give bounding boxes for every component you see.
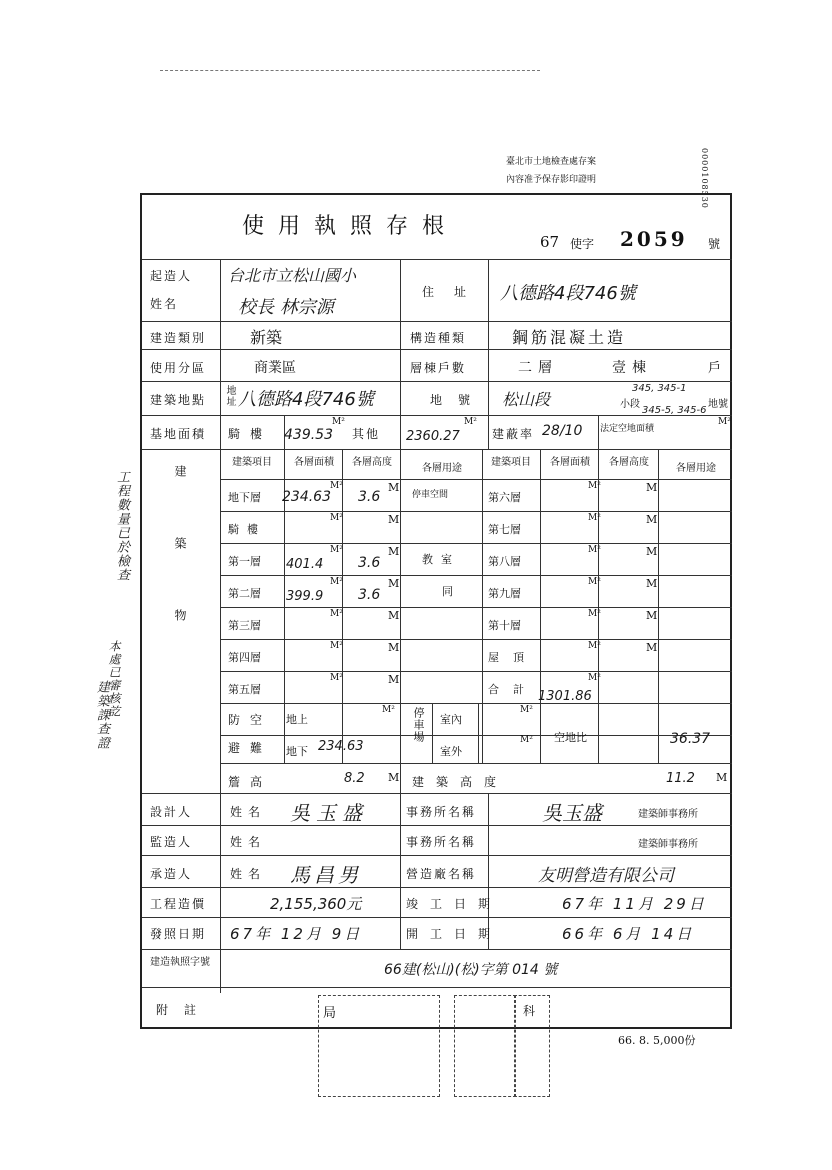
floor-name: 合計 xyxy=(488,683,538,696)
other-value: 2360.27 xyxy=(406,429,460,444)
floor-area: 401.4 xyxy=(286,557,324,572)
col-item-left: 建築項目 xyxy=(232,457,272,468)
legal-open-label: 法定空地面積 xyxy=(600,424,655,434)
builder-name-2: 校長 林宗源 xyxy=(238,297,334,318)
cost-value: 2,155,360元 xyxy=(270,895,362,913)
shelter-above-label: 地上 xyxy=(286,713,308,726)
designer-label: 設計人 xyxy=(150,805,193,819)
area-label: 基地面積 xyxy=(150,427,207,441)
m2-unit: M² xyxy=(330,481,343,491)
households-value: 戶 xyxy=(708,361,722,376)
stamp-left-char: 局 xyxy=(323,1006,337,1021)
m-unit: M xyxy=(646,577,658,590)
structure-side-label: 建築物 xyxy=(173,465,187,681)
site-prefix: 地址 xyxy=(224,385,235,407)
floor-name: 第五層 xyxy=(228,683,261,696)
m2-unit: M² xyxy=(588,609,601,619)
floor-name: 第七層 xyxy=(488,523,521,536)
floor-name: 第八層 xyxy=(488,555,521,568)
completion-value: 67年 11月 29日 xyxy=(562,895,707,913)
cost-label: 工程造價 xyxy=(150,897,207,911)
open-space-value: 36.37 xyxy=(670,731,711,747)
start-date-value: 66年 6月 14日 xyxy=(562,925,695,943)
margin-note-mid: 本處已審核訖 xyxy=(107,640,121,718)
stamp-right-char: 科 xyxy=(523,1004,536,1018)
m-unit: M xyxy=(388,577,400,590)
shelter-label-2: 避難 xyxy=(228,741,273,755)
address-label: 住址 xyxy=(422,285,487,299)
m2-unit: M² xyxy=(588,481,601,491)
parking-label: 停車場 xyxy=(412,707,425,743)
floor-name: 騎樓 xyxy=(228,523,266,536)
arcade-label: 騎樓 xyxy=(228,427,273,441)
archive-stamp-line1: 臺北市土地檢查處存案 xyxy=(506,157,597,167)
col-height-left: 各層高度 xyxy=(352,457,392,468)
zone-value: 商業區 xyxy=(254,360,296,376)
col-use-left: 各層用途 xyxy=(422,463,462,474)
floor-name: 第四層 xyxy=(228,651,261,664)
builder-name-1: 台北市立松山國小 xyxy=(228,266,357,285)
col-area-left: 各層面積 xyxy=(294,457,334,468)
completion-label: 竣工日期 xyxy=(406,897,503,911)
approval-stamp-mid xyxy=(454,995,516,1097)
building-height-label: 建築高度 xyxy=(412,775,509,789)
m-unit: M xyxy=(388,641,400,654)
form-title: 使用執照存根 xyxy=(242,214,459,239)
site-value: 八德路4段746號 xyxy=(238,389,374,410)
floor-height: 3.6 xyxy=(358,555,381,571)
supervisor-office-suffix: 建築師事務所 xyxy=(638,839,698,850)
supervisor-name-label: 姓名 xyxy=(230,835,267,849)
permit-year: 67 xyxy=(540,233,560,251)
coverage-label: 建蔽率 xyxy=(492,427,535,441)
top-smudge xyxy=(160,70,540,71)
m2-unit: M² xyxy=(718,417,731,427)
shelter-label-1: 防空 xyxy=(228,713,273,727)
open-space-label: 空地比 xyxy=(554,731,587,744)
m2-unit: M² xyxy=(588,673,601,683)
designer-office-suffix: 建築師事務所 xyxy=(638,809,698,820)
floor-name: 第十層 xyxy=(488,619,521,632)
floors-value: 二層 xyxy=(518,360,558,376)
floor-use: 教室 xyxy=(422,553,460,566)
m-unit: M xyxy=(388,513,400,526)
lot-label: 地號 xyxy=(430,393,487,407)
permit-word: 使字 xyxy=(570,237,595,251)
m2-unit: M² xyxy=(330,673,343,683)
supervisor-office-label: 事務所名稱 xyxy=(406,835,477,849)
builder-name-label: 姓名 xyxy=(150,297,179,311)
lot-numbers-1: 345, 345-1 xyxy=(632,383,687,394)
m-unit: M xyxy=(388,771,400,784)
m2-unit: M² xyxy=(330,577,343,587)
zone-label: 使用分區 xyxy=(150,361,207,375)
eave-label: 簷高 xyxy=(228,775,273,789)
issue-date-label: 發照日期 xyxy=(150,927,207,941)
contractor-name: 馬昌男 xyxy=(290,863,362,887)
buildings-value: 壹棟 xyxy=(612,360,652,376)
m-unit: M xyxy=(646,609,658,622)
lot-sub-label: 小段 xyxy=(620,399,640,410)
m2-unit: M² xyxy=(330,545,343,555)
m-unit: M xyxy=(646,481,658,494)
construction-permit-value: 66建(松山)(松)字第 014 號 xyxy=(384,962,558,978)
floors-label: 層棟戶數 xyxy=(410,361,467,375)
builder-label: 起造人 xyxy=(150,269,193,283)
m2-unit: M² xyxy=(382,705,395,715)
arcade-area-value: 439.53 xyxy=(284,427,333,443)
note-label: 附註 xyxy=(156,1003,213,1017)
m2-unit: M² xyxy=(330,609,343,619)
m2-unit: M² xyxy=(330,641,343,651)
parking-outdoor-label: 室外 xyxy=(440,745,462,758)
lot-numbers-2: 345-5, 345-6 xyxy=(642,405,707,416)
m2-unit: M² xyxy=(520,735,533,745)
approval-stamp-right xyxy=(514,995,550,1097)
contractor-firm-label: 營造廠名稱 xyxy=(406,867,477,881)
parking-indoor-label: 室內 xyxy=(440,713,462,726)
coverage-value: 28/10 xyxy=(542,423,583,439)
approval-stamp-left xyxy=(318,995,440,1097)
lot-section: 松山段 xyxy=(502,390,551,409)
other-label: 其他 xyxy=(352,427,381,441)
m2-unit: M² xyxy=(588,641,601,651)
m2-unit: M² xyxy=(332,417,345,427)
floor-name: 第六層 xyxy=(488,491,521,504)
floor-height: 3.6 xyxy=(358,489,381,505)
shelter-below-label: 地下 xyxy=(286,745,308,758)
m-unit: M xyxy=(646,513,658,526)
permit-stub-form xyxy=(140,193,732,1029)
m-unit: M xyxy=(646,545,658,558)
supervisor-label: 監造人 xyxy=(150,835,193,849)
floor-area: 234.63 xyxy=(282,489,331,505)
m2-unit: M² xyxy=(464,417,477,427)
margin-note-2: 建築課查證 xyxy=(94,680,109,750)
m2-unit: M² xyxy=(588,577,601,587)
structure-label: 構造種類 xyxy=(410,331,467,345)
shelter-below-value: 234.63 xyxy=(318,739,364,754)
building-height-value: 11.2 xyxy=(666,771,695,786)
structure-value: 鋼筋混凝土造 xyxy=(512,328,627,347)
construction-permit-label: 建造執照字號 xyxy=(150,957,210,968)
designer-name: 吳玉盛 xyxy=(290,801,368,825)
margin-note-1: 工程數量已於檢查 xyxy=(114,470,129,582)
start-date-label: 開工日期 xyxy=(406,927,503,941)
col-item-right: 建築項目 xyxy=(491,457,531,468)
col-height-right: 各層高度 xyxy=(609,457,649,468)
m-unit: M xyxy=(388,609,400,622)
permit-number-suffix: 號 xyxy=(708,237,721,251)
designer-name-label: 姓名 xyxy=(230,805,267,819)
m2-unit: M² xyxy=(520,705,533,715)
floor-name: 第一層 xyxy=(228,555,261,568)
category-label: 建造類別 xyxy=(150,331,207,345)
designer-office-label: 事務所名稱 xyxy=(406,805,477,819)
print-info: 66. 8. 5,000份 xyxy=(618,1034,696,1047)
floor-use: 同 xyxy=(442,585,453,598)
site-label: 建築地點 xyxy=(150,393,207,407)
total-area: 1301.86 xyxy=(538,689,592,704)
floor-name: 第九層 xyxy=(488,587,521,600)
m-unit: M xyxy=(716,771,728,784)
m-unit: M xyxy=(646,641,658,654)
col-area-right: 各層面積 xyxy=(550,457,590,468)
floor-name: 第三層 xyxy=(228,619,261,632)
m2-unit: M² xyxy=(588,545,601,555)
issue-date-value: 67年 12月 9日 xyxy=(230,925,363,943)
floor-name: 屋頂 xyxy=(488,651,538,664)
floor-use: 停車空間 xyxy=(412,490,449,500)
archive-stamp: 0000108530 xyxy=(700,148,709,209)
lot-suffix: 地號 xyxy=(708,399,728,410)
col-use-right: 各層用途 xyxy=(676,463,716,474)
permit-number: 2059 xyxy=(620,227,688,251)
contractor-firm-value: 友明營造有限公司 xyxy=(538,866,674,886)
floor-name: 第二層 xyxy=(228,587,261,600)
archive-stamp-line2: 內容准予保存影印證明 xyxy=(506,175,597,185)
address-value: 八德路4段746號 xyxy=(500,283,636,304)
m2-unit: M² xyxy=(588,513,601,523)
floor-name: 地下層 xyxy=(228,491,261,504)
eave-value: 8.2 xyxy=(344,771,365,786)
m2-unit: M² xyxy=(330,513,343,523)
contractor-name-label: 姓名 xyxy=(230,867,267,881)
floor-area: 399.9 xyxy=(286,589,324,604)
designer-office-value: 吳玉盛 xyxy=(542,801,602,825)
m-unit: M xyxy=(388,673,400,686)
category-value: 新築 xyxy=(250,328,283,347)
m-unit: M xyxy=(388,545,400,558)
floor-height: 3.6 xyxy=(358,587,381,603)
contractor-label: 承造人 xyxy=(150,867,193,881)
m-unit: M xyxy=(388,481,400,494)
